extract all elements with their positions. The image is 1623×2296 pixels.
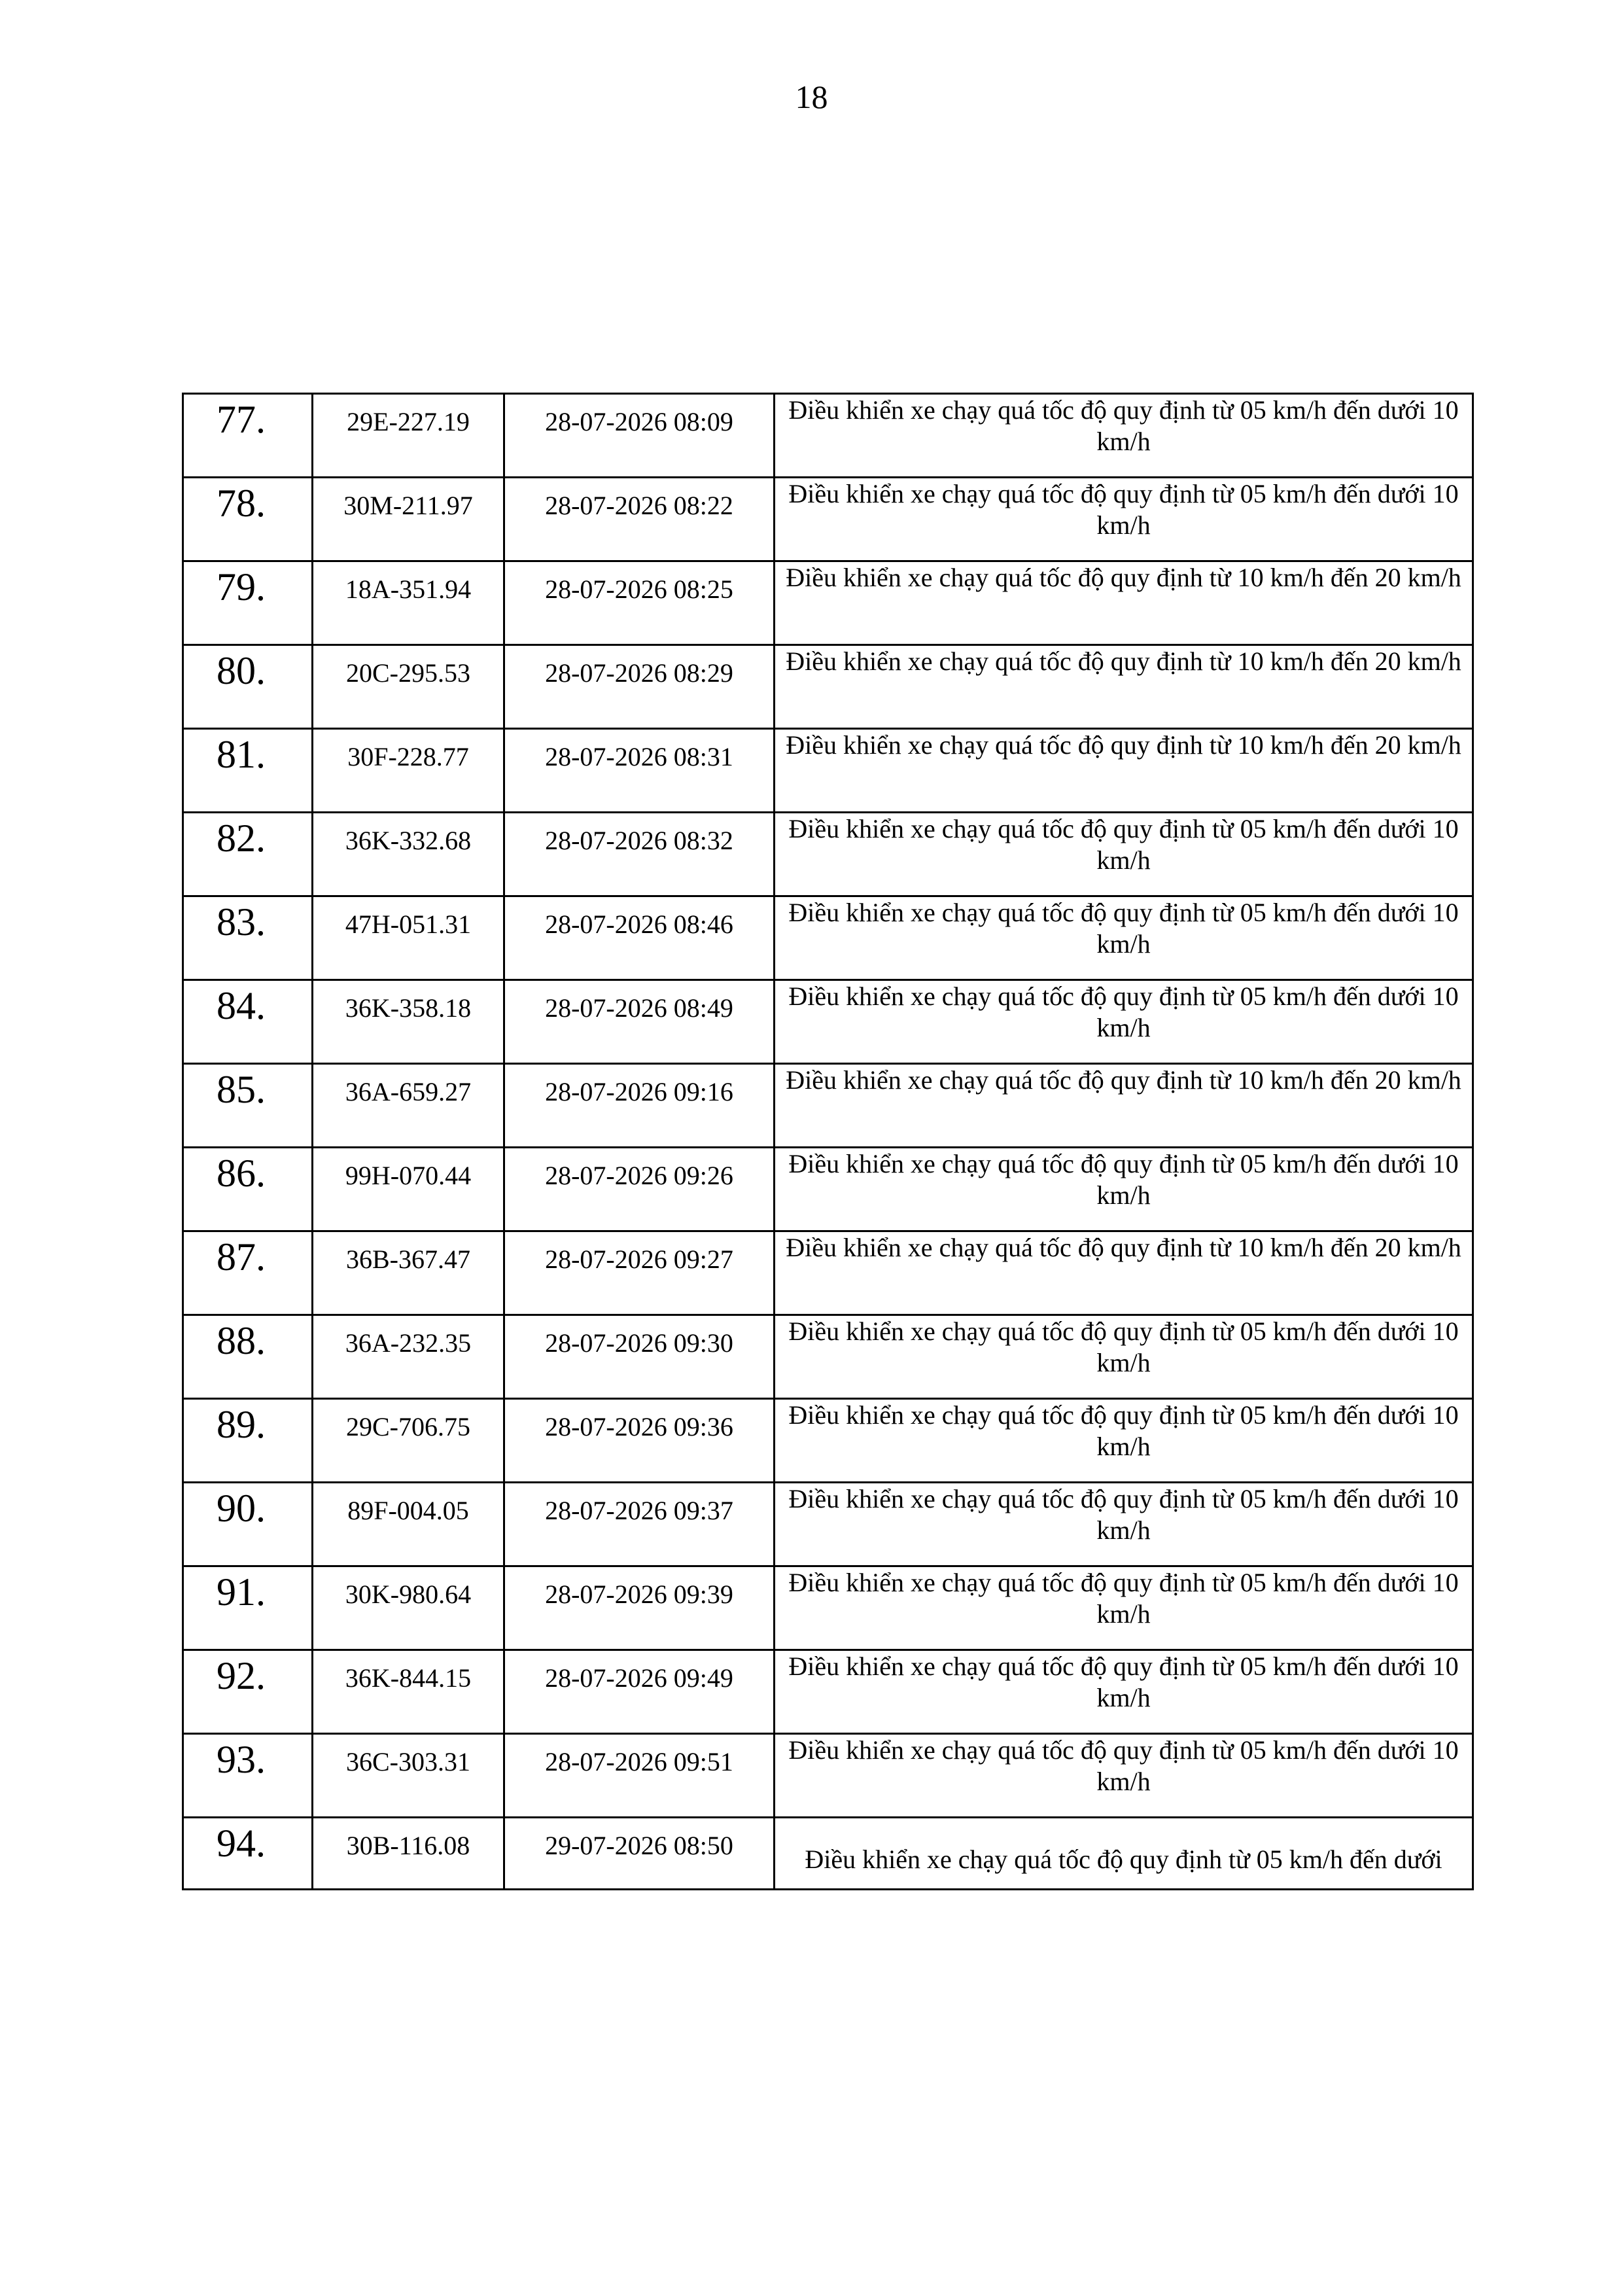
table-row <box>183 813 1473 896</box>
license-plate: 47H-051.31 <box>313 896 504 980</box>
license-plate: 36A-659.27 <box>313 1064 504 1148</box>
row-number: 86. <box>183 1148 313 1231</box>
table-row <box>183 1231 1473 1315</box>
violation-time: 28-07-2026 08:32 <box>504 813 775 896</box>
violation-table-body <box>183 394 1473 1890</box>
license-plate: 36K-332.68 <box>313 813 504 896</box>
violation-time: 29-07-2026 08:50 <box>504 1818 775 1890</box>
license-plate: 89F-004.05 <box>313 1483 504 1566</box>
license-plate: 36A-232.35 <box>313 1315 504 1399</box>
violation-time: 28-07-2026 09:49 <box>504 1650 775 1734</box>
violation-description: Điều khiển xe chạy quá tốc độ quy định từ 10 km/h đến 20 km/h <box>775 561 1473 645</box>
row-number: 94. <box>183 1818 313 1890</box>
license-plate: 29C-706.75 <box>313 1399 504 1483</box>
row-number: 91. <box>183 1566 313 1650</box>
table-row <box>183 729 1473 813</box>
violation-description: Điều khiển xe chạy quá tốc độ quy định từ 05 km/h đến dưới 10 km/h <box>775 980 1473 1064</box>
table-row <box>183 1818 1473 1890</box>
row-number: 92. <box>183 1650 313 1734</box>
violation-time: 28-07-2026 08:09 <box>504 394 775 478</box>
table-row <box>183 1650 1473 1734</box>
violation-description: Điều khiển xe chạy quá tốc độ quy định từ 05 km/h đến dưới 10 km/h <box>775 1148 1473 1231</box>
license-plate: 30F-228.77 <box>313 729 504 813</box>
license-plate: 30B-116.08 <box>313 1818 504 1890</box>
violation-time: 28-07-2026 09:30 <box>504 1315 775 1399</box>
row-number: 78. <box>183 478 313 561</box>
violation-time: 28-07-2026 08:46 <box>504 896 775 980</box>
license-plate: 36K-358.18 <box>313 980 504 1064</box>
license-plate: 29E-227.19 <box>313 394 504 478</box>
table-row <box>183 1399 1473 1483</box>
row-number: 90. <box>183 1483 313 1566</box>
violation-time: 28-07-2026 08:31 <box>504 729 775 813</box>
violation-description: Điều khiển xe chạy quá tốc độ quy định từ 05 km/h đến dưới 10 km/h <box>775 394 1473 478</box>
violation-description: Điều khiển xe chạy quá tốc độ quy định từ 05 km/h đến dưới 10 km/h <box>775 1399 1473 1483</box>
violation-time: 28-07-2026 09:39 <box>504 1566 775 1650</box>
row-number: 84. <box>183 980 313 1064</box>
table-row <box>183 1148 1473 1231</box>
table-row <box>183 478 1473 561</box>
violation-time: 28-07-2026 08:29 <box>504 645 775 729</box>
violation-time: 28-07-2026 08:25 <box>504 561 775 645</box>
violation-time: 28-07-2026 09:37 <box>504 1483 775 1566</box>
row-number: 87. <box>183 1231 313 1315</box>
table-row <box>183 1566 1473 1650</box>
violation-time: 28-07-2026 09:27 <box>504 1231 775 1315</box>
violation-time: 28-07-2026 09:26 <box>504 1148 775 1231</box>
violation-description: Điều khiển xe chạy quá tốc độ quy định từ 05 km/h đến dưới 10 km/h <box>775 478 1473 561</box>
table-row <box>183 645 1473 729</box>
violation-time: 28-07-2026 09:16 <box>504 1064 775 1148</box>
violation-description: Điều khiển xe chạy quá tốc độ quy định từ 05 km/h đến dưới 10 km/h <box>775 896 1473 980</box>
license-plate: 36K-844.15 <box>313 1650 504 1734</box>
violation-description: Điều khiển xe chạy quá tốc độ quy định từ 05 km/h đến dưới <box>775 1818 1473 1890</box>
violation-description: Điều khiển xe chạy quá tốc độ quy định từ 05 km/h đến dưới 10 km/h <box>775 1566 1473 1650</box>
table-row <box>183 980 1473 1064</box>
violation-time: 28-07-2026 09:36 <box>504 1399 775 1483</box>
table-row <box>183 1734 1473 1818</box>
violation-description: Điều khiển xe chạy quá tốc độ quy định từ 05 km/h đến dưới 10 km/h <box>775 1734 1473 1818</box>
row-number: 83. <box>183 896 313 980</box>
row-number: 89. <box>183 1399 313 1483</box>
row-number: 82. <box>183 813 313 896</box>
violation-time: 28-07-2026 08:49 <box>504 980 775 1064</box>
row-number: 79. <box>183 561 313 645</box>
table-row <box>183 394 1473 478</box>
row-number: 77. <box>183 394 313 478</box>
row-number: 80. <box>183 645 313 729</box>
license-plate: 18A-351.94 <box>313 561 504 645</box>
violation-description: Điều khiển xe chạy quá tốc độ quy định từ 05 km/h đến dưới 10 km/h <box>775 1483 1473 1566</box>
table-row <box>183 1315 1473 1399</box>
license-plate: 99H-070.44 <box>313 1148 504 1231</box>
row-number: 81. <box>183 729 313 813</box>
violation-table <box>182 393 1474 1890</box>
license-plate: 36C-303.31 <box>313 1734 504 1818</box>
violation-description: Điều khiển xe chạy quá tốc độ quy định từ 05 km/h đến dưới 10 km/h <box>775 1315 1473 1399</box>
violation-time: 28-07-2026 08:22 <box>504 478 775 561</box>
table-row <box>183 561 1473 645</box>
license-plate: 36B-367.47 <box>313 1231 504 1315</box>
row-number: 85. <box>183 1064 313 1148</box>
violation-time: 28-07-2026 09:51 <box>504 1734 775 1818</box>
violation-description: Điều khiển xe chạy quá tốc độ quy định từ 10 km/h đến 20 km/h <box>775 1064 1473 1148</box>
license-plate: 30M-211.97 <box>313 478 504 561</box>
table-row <box>183 896 1473 980</box>
violation-description: Điều khiển xe chạy quá tốc độ quy định từ 05 km/h đến dưới 10 km/h <box>775 1650 1473 1734</box>
license-plate: 20C-295.53 <box>313 645 504 729</box>
violation-description: Điều khiển xe chạy quá tốc độ quy định từ 10 km/h đến 20 km/h <box>775 645 1473 729</box>
violation-description: Điều khiển xe chạy quá tốc độ quy định từ 10 km/h đến 20 km/h <box>775 1231 1473 1315</box>
license-plate: 30K-980.64 <box>313 1566 504 1650</box>
violation-description: Điều khiển xe chạy quá tốc độ quy định từ 05 km/h đến dưới 10 km/h <box>775 813 1473 896</box>
violation-description: Điều khiển xe chạy quá tốc độ quy định từ 10 km/h đến 20 km/h <box>775 729 1473 813</box>
row-number: 88. <box>183 1315 313 1399</box>
table-row <box>183 1483 1473 1566</box>
table-row <box>183 1064 1473 1148</box>
page-number: 18 <box>795 79 828 115</box>
row-number: 93. <box>183 1734 313 1818</box>
